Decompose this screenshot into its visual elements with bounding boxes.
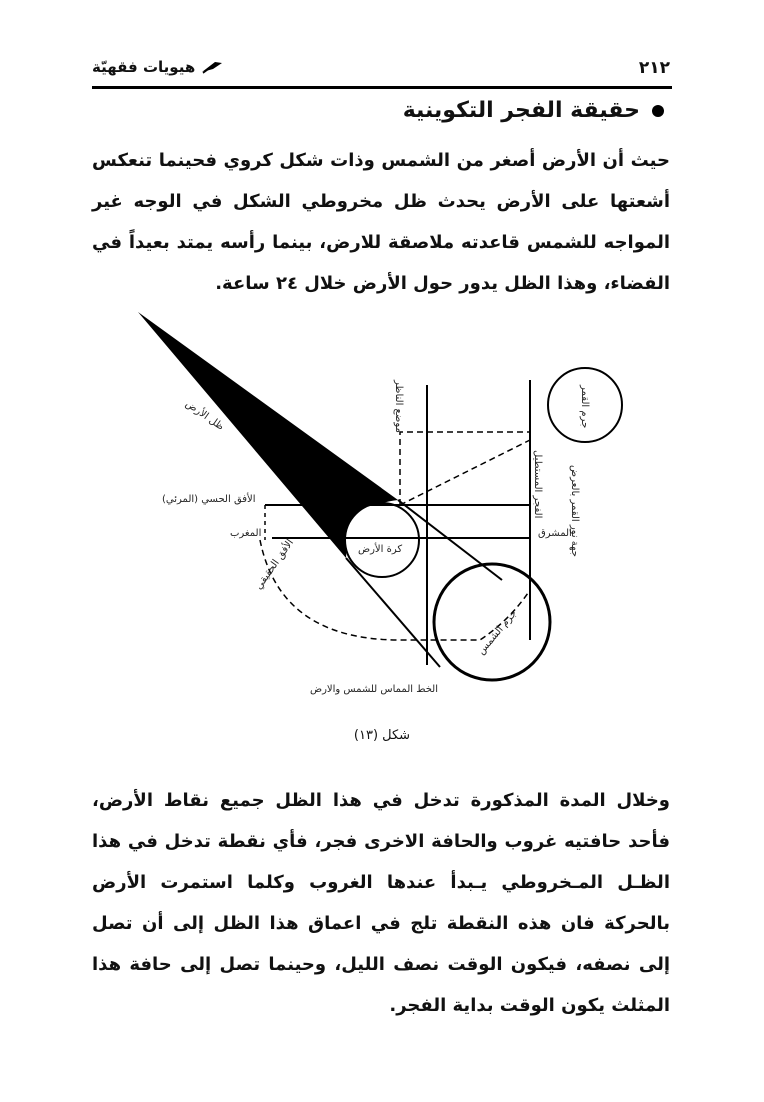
running-title: هيويات فقهيّة: [92, 58, 196, 76]
section-title: حقيقة الفجر التكوينية: [402, 98, 640, 123]
header-rule: [92, 86, 672, 89]
label-observer-position: موضع الناظر: [393, 380, 404, 433]
page-number: ٢١٢: [638, 58, 670, 78]
dawn-diagram: [110, 300, 650, 700]
quill-icon: [201, 60, 223, 74]
label-moon-light-direction: جهة نور القمر بالعرض: [569, 465, 580, 557]
label-earth-shadow: ظل الأرض: [183, 398, 226, 433]
label-sun-body: جرم الشمس: [475, 608, 520, 657]
label-apparent-horizon: الأفق الحسي (المرئي): [162, 494, 256, 505]
paragraph-intro: حيث أن الأرض أصغر من الشمس وذات شكل كروي فحينما تنعكس أشعتها على الأرض يحدث ظل مخروطي الشكل في الوجه غير المواجه للشمس قاعدته ملاصقة للارض، بينما رأسه يمتد بعيداً في الفضاء، وهذا الظل يدور حول الأرض خلال ٢٤ ساعة.: [92, 150, 670, 294]
bullet-icon: [652, 105, 664, 117]
label-earth-sphere: كرة الأرض: [358, 544, 403, 555]
label-moon-body: جرم القمر: [579, 385, 590, 429]
figure-caption: شكل (١٣): [353, 728, 411, 743]
earth-circle: [345, 503, 419, 577]
section-heading: [403, 98, 664, 123]
dawn-diagram-svg: [110, 300, 650, 700]
label-elongated-dawn: الفجر المستطيل: [532, 450, 543, 519]
label-true-horizon: الأفق الحقيقي: [253, 537, 297, 592]
dashed-upper-line: [400, 432, 530, 505]
dashed-diagonal-line: [400, 440, 530, 505]
label-east: المشرق: [538, 528, 572, 539]
sun-circle: [434, 564, 550, 680]
label-tangent-line: الخط المماس للشمس والارض: [310, 684, 438, 695]
running-title-group: [92, 58, 223, 76]
label-west: المغرب: [230, 528, 262, 539]
paragraph-explanation: وخلال المدة المذكورة تدخل في هذا الظل جميع نقاط الأرض، فأحد حافتيه غروب والحافة الاخرى فجر، فأي نقطة تدخل في هذا الظـل المـخروطي يـبدأ عندها الغروب وكلما استمرت الأرض بالحركة فان هذه النقطة تلج في اعماق هذا الظل إلى أن تصل إلى نصفه، فيكون الوقت نصف الليل، وحينما تصل إلى حافة هذا المثلث يكون الوقت بداية الفجر.: [92, 790, 670, 1016]
page-header: [92, 58, 670, 84]
